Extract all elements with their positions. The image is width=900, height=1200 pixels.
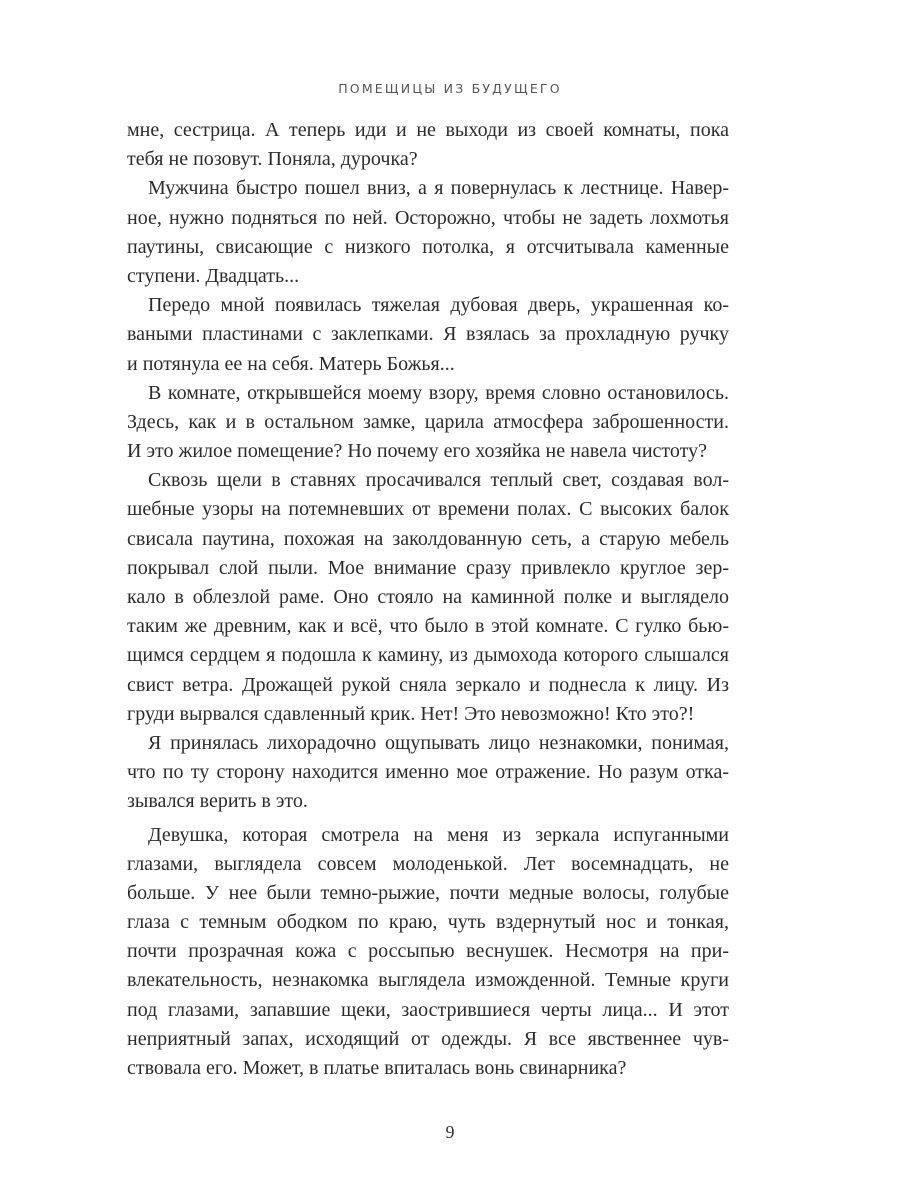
text-line: неприятный запах, исходящий от одежды. Я все явственнее чув- bbox=[127, 1027, 729, 1050]
text-line: больше. У нее были темно-рыжие, почти медные волосы, голубые bbox=[127, 881, 729, 904]
text-line: груди вырвался сдавленный крик. Нет! Это невозможно! Кто это?! bbox=[127, 702, 695, 725]
text-line: что по ту сторону находится именно мое отражение. Но разум отка- bbox=[127, 761, 729, 784]
text-line: таким же древним, как и всё, что было в этой комнате. С гулко бью- bbox=[127, 615, 729, 638]
text-line: почти прозрачная кожа с россыпью веснушек. Несмотря на при- bbox=[127, 940, 729, 963]
text-line: В комнате, открывшейся моему взору, время словно остановилось. bbox=[148, 381, 729, 404]
text-line: свист ветра. Дрожащей рукой сняла зеркало и поднесла к лицу. Из bbox=[127, 673, 729, 696]
text-line: глазами, выглядела совсем молоденькой. Лет восемнадцать, не bbox=[127, 852, 729, 875]
text-line: кало в облезлой раме. Оно стояло на каминной полке и выглядело bbox=[127, 586, 729, 608]
running-header: ПОМЕЩИЦЫ ИЗ БУДУЩЕГО bbox=[338, 81, 562, 96]
text-line: под глазами, запавшие щеки, заострившиеся черты лица... И этот bbox=[127, 998, 729, 1021]
paragraph bbox=[127, 116, 729, 174]
text-line: Девушка, которая смотрела на меня из зеркала испуганными bbox=[148, 823, 729, 846]
paragraph bbox=[127, 821, 729, 1084]
text-line: покрывал слой пыли. Мое внимание сразу привлекло круглое зер- bbox=[127, 556, 729, 579]
text-line: Мужчина быстро пошел вниз, а я повернулась к лестнице. Навер- bbox=[148, 177, 729, 200]
text-line: Здесь, как и в остальном замке, царила атмосфера заброшенности. bbox=[127, 410, 729, 433]
page-number: 9 bbox=[445, 1122, 455, 1142]
text-line: И это жилое помещение? Но почему его хозяйка не навела чистоту? bbox=[127, 440, 707, 463]
paragraph bbox=[127, 379, 729, 467]
text-line: глаза с темным ободком по краю, чуть вздернутый нос и тонкая, bbox=[127, 911, 729, 934]
text-line: щимся сердцем я подошла к камину, из дымохода которого слышался bbox=[127, 644, 729, 667]
text-line: Передо мной появилась тяжелая дубовая дверь, украшенная ко- bbox=[148, 294, 729, 317]
paragraph bbox=[127, 729, 729, 817]
text-line: тебя не позовут. Поняла, дурочка? bbox=[127, 148, 418, 171]
text-line: Я принялась лихорадочно ощупывать лицо незнакомки, понимая, bbox=[148, 731, 729, 754]
text-line: и потянула ее на себя. Матерь Божья... bbox=[127, 352, 455, 375]
text-line: влекательность, незнакомка выглядела изможденной. Темные круги bbox=[127, 969, 729, 992]
text-line: шебные узоры на потемневших от времени полах. С высоких балок bbox=[127, 498, 729, 521]
text-line: Сквозь щели в ставнях просачивался теплый свет, создавая вол- bbox=[148, 469, 729, 492]
text-line: ступени. Двадцать... bbox=[127, 264, 300, 287]
text-line: свисала паутина, похожая на заколдованную сеть, а старую мебель bbox=[127, 527, 729, 550]
text-line: ваными пластинами с заклепками. Я взялась за прохладную ручку bbox=[127, 323, 729, 346]
text-line: ное, нужно подняться по ней. Осторожно, чтобы не задеть лохмотья bbox=[127, 206, 729, 229]
body-text bbox=[127, 116, 729, 1083]
text-line: зывался верить в это. bbox=[127, 790, 308, 813]
text-line: паутины, свисающие с низкого потолка, я отсчитывала каменные bbox=[127, 235, 729, 258]
paragraph bbox=[127, 291, 729, 379]
paragraph bbox=[127, 174, 729, 291]
paragraph bbox=[127, 466, 729, 729]
text-line: мне, сестрица. А теперь иди и не выходи из своей комнаты, пока bbox=[127, 119, 729, 141]
text-line: ствовала его. Может, в платье впиталась вонь свинарника? bbox=[127, 1057, 627, 1079]
